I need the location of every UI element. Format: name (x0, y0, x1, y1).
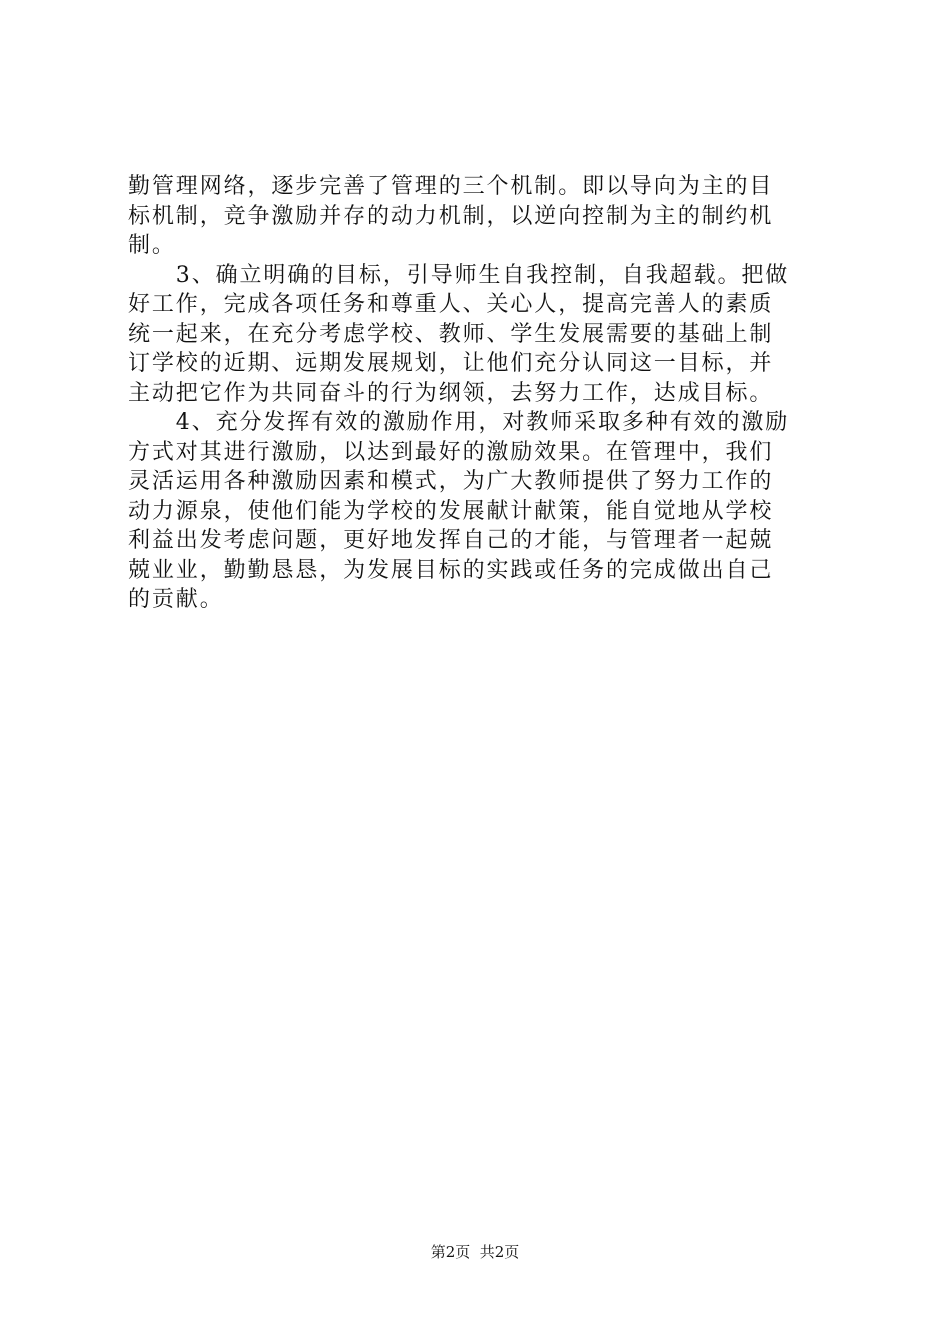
text-line: 制。 (128, 233, 176, 258)
text-line: 4、充分发挥有效的激励作用，对教师采取多种有效的激励 (128, 410, 790, 435)
text-line: 标机制，竞争激励并存的动力机制，以逆向控制为主的制约机 (128, 203, 774, 229)
text-line: 灵活运用各种激励因素和模式，为广大教师提供了努力工作的 (128, 469, 774, 494)
text-line: 好工作，完成各项任务和尊重人、关心人，提高完善人的素质 (128, 292, 774, 317)
text-line: 动力源泉，使他们能为学校的发展献计献策，能自觉地从学校 (128, 498, 774, 524)
text-line: 主动把它作为共同奋斗的行为纲领，去努力工作，达成目标。 (128, 380, 774, 406)
text-line: 的贡献。 (128, 587, 224, 612)
text-line: 勤管理网络，逐步完善了管理的三个机制。即以导向为主的目 (128, 174, 774, 199)
page-number-footer: 第2页 共2页 (430, 1243, 520, 1261)
text-line: 订学校的近期、远期发展规划，让他们充分认同这一目标，并 (128, 351, 774, 376)
text-line: 统一起来，在充分考虑学校、教师、学生发展需要的基础上制 (128, 321, 774, 347)
text-line: 兢业业，勤勤恳恳，为发展目标的实践或任务的完成做出自己 (128, 557, 774, 583)
text-line: 方式对其进行激励，以达到最好的激励效果。在管理中，我们 (128, 439, 774, 465)
text-line: 利益出发考虑问题，更好地发挥自己的才能，与管理者一起兢 (128, 528, 774, 553)
body-text (128, 172, 848, 615)
text-line: 3、确立明确的目标，引导师生自我控制，自我超载。把做 (128, 262, 790, 288)
